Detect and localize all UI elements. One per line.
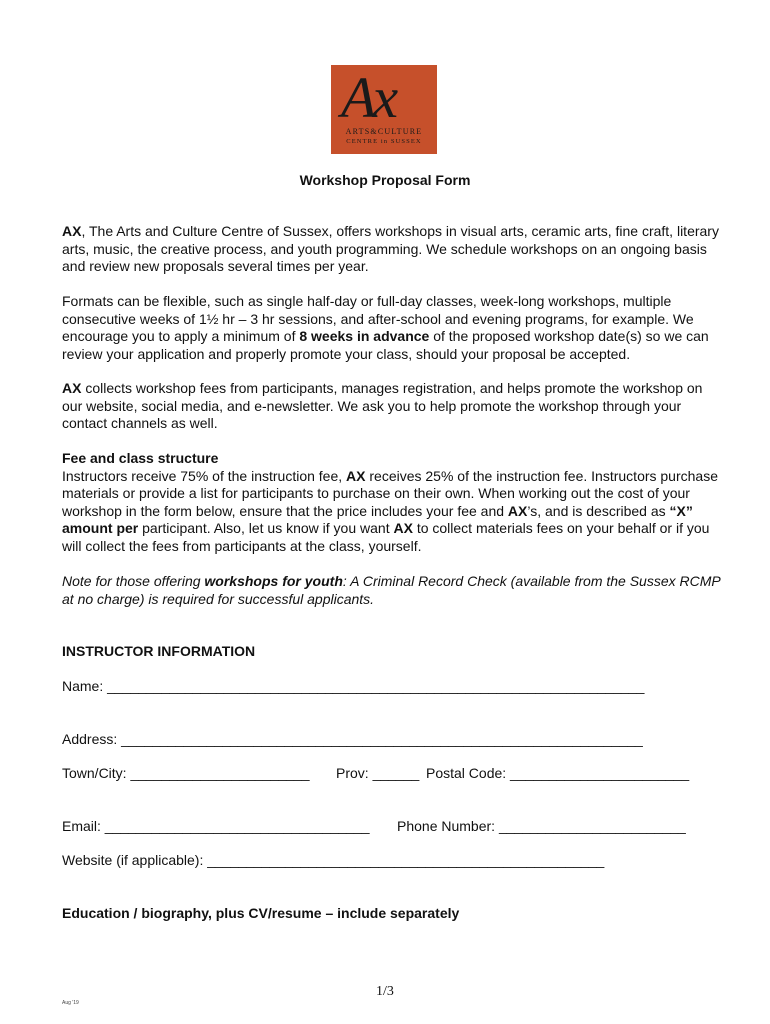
collects-org: AX: [62, 380, 82, 396]
fee-heading: Fee and class structure: [62, 450, 219, 466]
instructor-heading: INSTRUCTOR INFORMATION: [62, 643, 256, 659]
education-heading: Education / biography, plus CV/resume – include separately: [62, 905, 460, 921]
phone-field[interactable]: Phone Number: ________________________: [397, 818, 686, 834]
address-field[interactable]: Address: ___________________________________________________________________: [62, 731, 643, 747]
fee-text-1: Instructors receive 75% of the instruction fee,: [62, 467, 347, 484]
formats-text1: Formats can be flexible, such as single half-day or full-day classes, week-long workshops, multiple consecutive weeks of 1½ hr – 3 hr sessions, and after-school and evening programs, for example. We encourage you to apply a minimum of: [62, 293, 694, 344]
note-text-1: Note for those offering: [62, 573, 205, 589]
website-field[interactable]: Website (if applicable): ___________________________________________________: [62, 852, 605, 868]
fee-text-4: participant. Also, let us know if you want: [138, 520, 394, 536]
collects-text: collects workshop fees from participants, manages registration, and helps promote the workshop on our website, social media, and e-newsletter. We ask you to help promote the workshop through your contact channels as well.: [62, 380, 703, 431]
postal-code-field[interactable]: Postal Code: _______________________: [426, 765, 690, 781]
logo: [331, 65, 437, 154]
fee-bold-3: “X” amount per: [62, 502, 693, 536]
prov-field[interactable]: Prov: ______: [336, 765, 420, 781]
fee-bold-4: AX: [393, 520, 413, 536]
note-text-2: : A Criminal Record Check (available from the Sussex RCMP at no charge) is required for successful applicants.: [62, 573, 721, 607]
intro-text: , The Arts and Culture Centre of Sussex, offers workshops in visual arts, ceramic arts, fine craft, literary arts, music, the creative process, and youth programming. We schedule workshops on an ongoing basis and review new proposals several times per year.: [62, 223, 719, 274]
footer-date: Aug '19: [62, 1000, 79, 1006]
formats-bold: 8 weeks in advance: [299, 328, 430, 344]
page-number: 1/3: [376, 984, 394, 999]
fee-bold-2: AX: [507, 502, 528, 519]
fee-text-5: to collect materials fees on your behalf or if you will collect the fees from participants at the class, yourself.: [62, 520, 710, 554]
logo-line2: CENTRE in SUSSEX: [346, 138, 422, 145]
formats-paragraph: [62, 293, 722, 363]
town-field[interactable]: Town/City: _______________________: [62, 765, 310, 781]
logo-mark: Ax: [341, 65, 395, 130]
collects-paragraph: [62, 380, 722, 433]
intro-paragraph: [62, 223, 722, 276]
formats-text2: of the proposed workshop date(s) so we can review your application and properly promote your class, should your proposal be accepted.: [62, 328, 709, 362]
note-bold: workshops for youth: [204, 573, 343, 589]
email-field[interactable]: Email: __________________________________: [62, 818, 370, 834]
name-field[interactable]: Name: _____________________________________________________________________: [62, 678, 645, 694]
fee-paragraph: [62, 450, 722, 555]
fee-text-2: receives 25% of the instruction fee. Instructors purchase materials or provide a list for participants to purchase on their own. When working out the cost of your workshop in the form below, ensure that the price includes your fee and: [62, 467, 718, 519]
fee-bold-1: AX: [346, 467, 366, 484]
logo-line1: ARTS&CULTURE: [345, 127, 423, 136]
youth-note: [62, 573, 722, 608]
intro-org: AX: [62, 223, 82, 239]
page-title: Workshop Proposal Form: [299, 172, 471, 188]
fee-text-3: ’s, and is described as: [527, 502, 670, 519]
